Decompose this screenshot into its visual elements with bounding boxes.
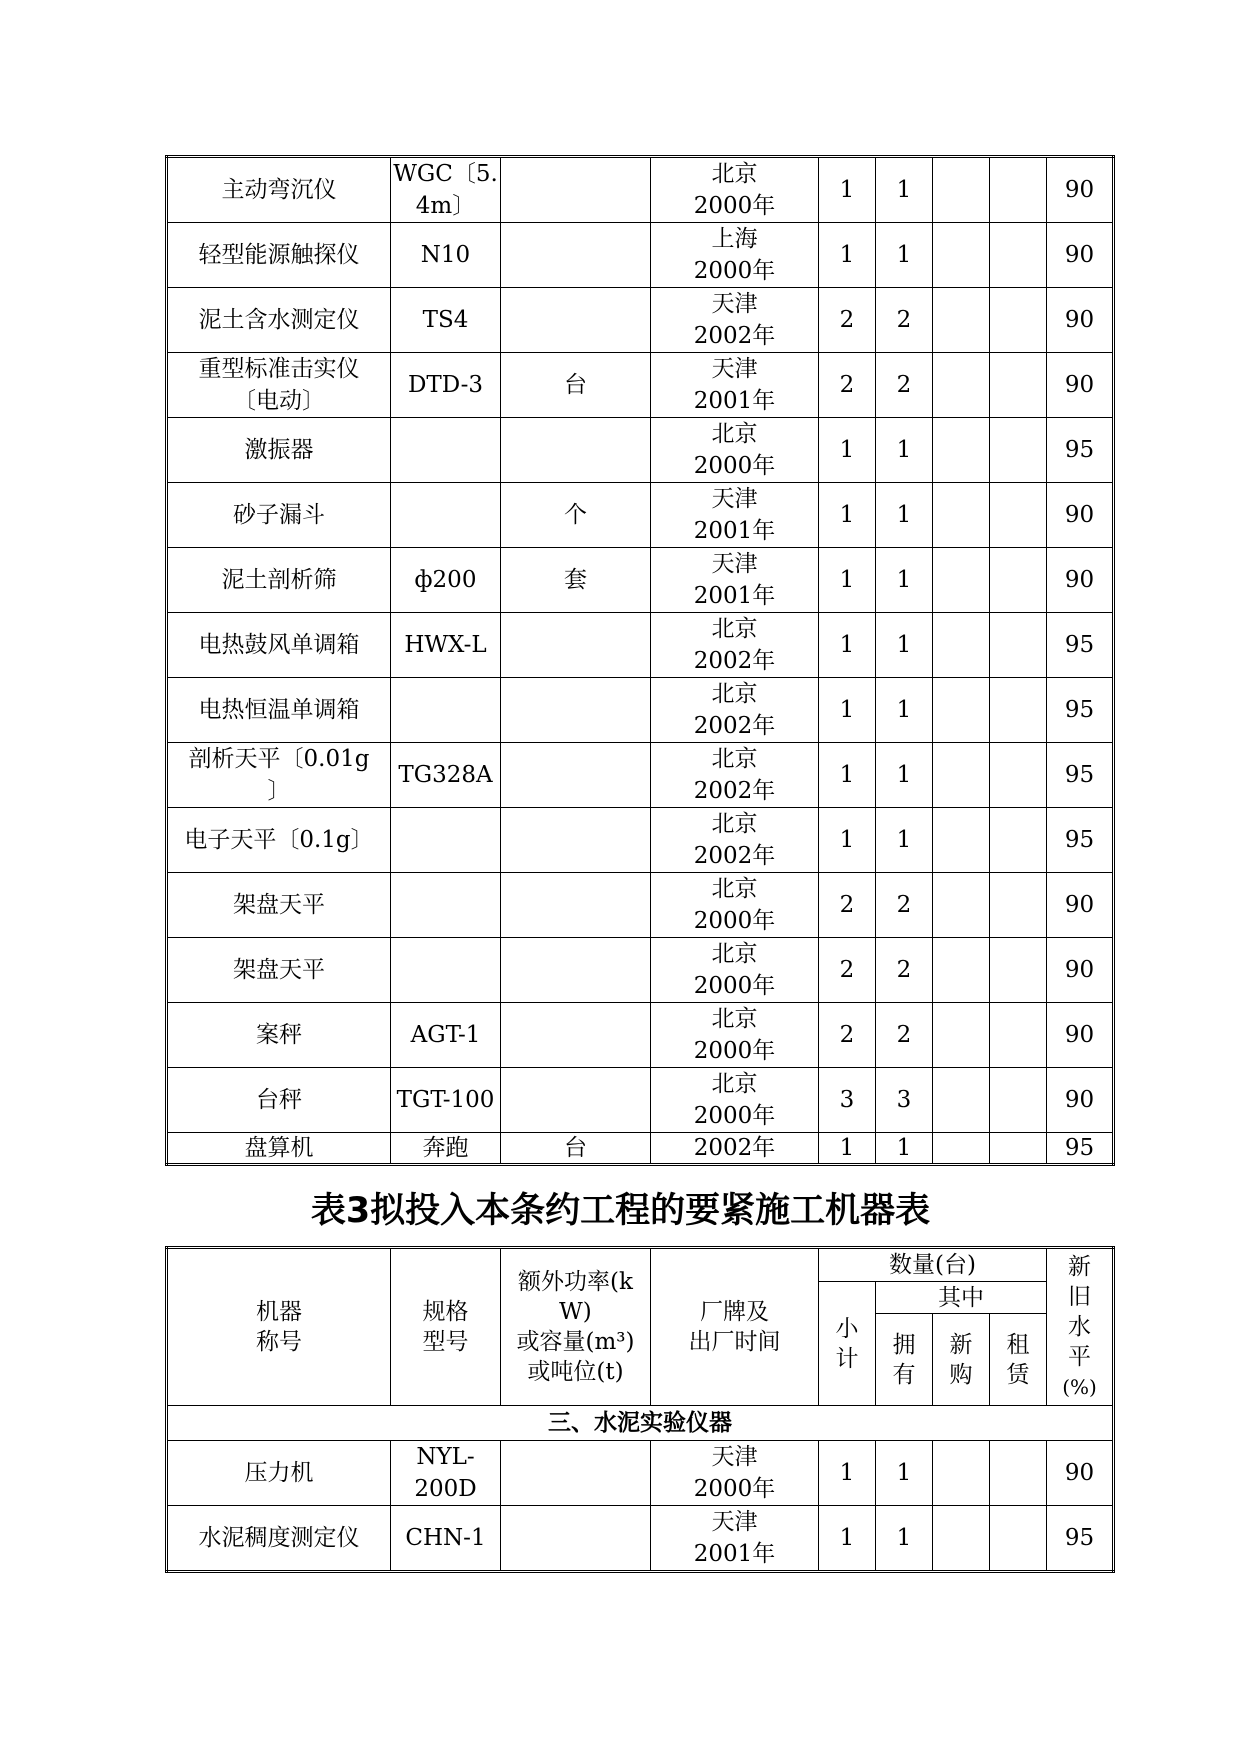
cell-factory: 天津 2001年	[651, 1506, 819, 1572]
cell-subtotal: 1	[819, 1441, 876, 1506]
cell-lease	[990, 353, 1047, 418]
cell-power	[501, 808, 651, 873]
cell-subtotal: 1	[819, 223, 876, 288]
cell-factory: 北京 2000年	[651, 1003, 819, 1068]
cell-model: TGT-100	[391, 1068, 501, 1133]
cell-subtotal: 1	[819, 743, 876, 808]
cell-power	[501, 418, 651, 483]
cell-power	[501, 938, 651, 1003]
cell-newbuy	[933, 808, 990, 873]
cell-factory: 北京 2000年	[651, 157, 819, 223]
cell-model	[391, 678, 501, 743]
cell-subtotal: 1	[819, 1506, 876, 1572]
cell-factory: 上海 2000年	[651, 223, 819, 288]
cell-lease	[990, 678, 1047, 743]
table-row	[167, 1506, 1114, 1572]
cell-own: 2	[876, 288, 933, 353]
cell-own: 1	[876, 678, 933, 743]
cell-own: 1	[876, 1506, 933, 1572]
cell-power	[501, 1441, 651, 1506]
cell-factory: 天津 2000年	[651, 1441, 819, 1506]
cell-own: 2	[876, 1003, 933, 1068]
cell-power: 台	[501, 353, 651, 418]
cell-level: 90	[1047, 548, 1114, 613]
cell-factory: 天津 2001年	[651, 548, 819, 613]
cell-power	[501, 1506, 651, 1572]
cell-model	[391, 483, 501, 548]
cell-level: 90	[1047, 288, 1114, 353]
cell-name: 剖析天平〔0.01g 〕	[167, 743, 391, 808]
cell-power	[501, 223, 651, 288]
cell-lease	[990, 808, 1047, 873]
cell-level: 95	[1047, 1506, 1114, 1572]
cell-level: 90	[1047, 223, 1114, 288]
cell-lease	[990, 548, 1047, 613]
cell-own: 1	[876, 483, 933, 548]
cell-own: 1	[876, 223, 933, 288]
cell-lease	[990, 1441, 1047, 1506]
cell-model	[391, 873, 501, 938]
cell-power	[501, 678, 651, 743]
header-model: 规格 型号	[391, 1248, 501, 1406]
cell-newbuy	[933, 288, 990, 353]
table-row	[167, 1133, 1114, 1165]
table-row	[167, 1068, 1114, 1133]
cell-name: 砂子漏斗	[167, 483, 391, 548]
header-name: 机器 称号	[167, 1248, 391, 1406]
cell-name: 盘算机	[167, 1133, 391, 1165]
cell-factory: 北京 2000年	[651, 938, 819, 1003]
cell-power	[501, 1003, 651, 1068]
cell-subtotal: 1	[819, 548, 876, 613]
cell-power	[501, 743, 651, 808]
cell-level: 90	[1047, 483, 1114, 548]
cell-name: 轻型能源触探仪	[167, 223, 391, 288]
cell-factory: 2002年	[651, 1133, 819, 1165]
table-title: 表3拟投入本条约工程的要紧施工机器表	[310, 1191, 931, 1231]
cell-lease	[990, 743, 1047, 808]
equipment-table-continued	[165, 155, 1115, 1166]
cell-power: 台	[501, 1133, 651, 1165]
table-row	[167, 1003, 1114, 1068]
header-subtotal: 小 计	[819, 1282, 876, 1406]
cell-name: 案秤	[167, 1003, 391, 1068]
cell-name: 压力机	[167, 1441, 391, 1506]
cell-level: 95	[1047, 1133, 1114, 1165]
cell-own: 1	[876, 1441, 933, 1506]
header-power: 额外功率(k W) 或容量(m³) 或吨位(t)	[501, 1248, 651, 1406]
cell-name: 电热恒温单调箱	[167, 678, 391, 743]
table-row	[167, 353, 1114, 418]
cell-factory: 北京 2002年	[651, 808, 819, 873]
cell-name: 水泥稠度测定仪	[167, 1506, 391, 1572]
table-row	[167, 418, 1114, 483]
table-row	[167, 288, 1114, 353]
cell-model: TS4	[391, 288, 501, 353]
cell-lease	[990, 483, 1047, 548]
cell-level: 90	[1047, 938, 1114, 1003]
cell-model: NYL- 200D	[391, 1441, 501, 1506]
cell-newbuy	[933, 223, 990, 288]
table-row	[167, 808, 1114, 873]
cell-subtotal: 2	[819, 288, 876, 353]
cell-newbuy	[933, 1133, 990, 1165]
cell-lease	[990, 613, 1047, 678]
cell-model: AGT-1	[391, 1003, 501, 1068]
cell-level: 90	[1047, 873, 1114, 938]
cell-level: 95	[1047, 743, 1114, 808]
cell-model: CHN-1	[391, 1506, 501, 1572]
table-row	[167, 1441, 1114, 1506]
cell-level: 95	[1047, 418, 1114, 483]
cell-model: TG328A	[391, 743, 501, 808]
cell-newbuy	[933, 353, 990, 418]
cell-level: 90	[1047, 1068, 1114, 1133]
cell-factory: 天津 2001年	[651, 483, 819, 548]
cell-model	[391, 938, 501, 1003]
section-heading: 三、水泥实验仪器	[167, 1406, 1114, 1441]
header-among: 其中	[876, 1282, 1047, 1314]
cell-model: ф200	[391, 548, 501, 613]
cell-power: 套	[501, 548, 651, 613]
cell-newbuy	[933, 1068, 990, 1133]
table-row	[167, 223, 1114, 288]
header-own: 拥 有	[876, 1314, 933, 1406]
cell-own: 1	[876, 613, 933, 678]
cell-lease	[990, 1133, 1047, 1165]
machinery-table	[165, 1246, 1115, 1573]
cell-lease	[990, 1003, 1047, 1068]
cell-own: 2	[876, 938, 933, 1003]
cell-model: WGC〔5. 4m〕	[391, 157, 501, 223]
cell-lease	[990, 1068, 1047, 1133]
cell-model: DTD-3	[391, 353, 501, 418]
header-level: 新 旧 水 平 (%)	[1047, 1248, 1114, 1406]
cell-newbuy	[933, 938, 990, 1003]
cell-name: 架盘天平	[167, 873, 391, 938]
cell-model: 奔跑	[391, 1133, 501, 1165]
cell-name: 电子天平〔0.1g〕	[167, 808, 391, 873]
cell-subtotal: 1	[819, 678, 876, 743]
cell-level: 90	[1047, 1441, 1114, 1506]
cell-level: 95	[1047, 808, 1114, 873]
cell-factory: 天津 2001年	[651, 353, 819, 418]
cell-newbuy	[933, 157, 990, 223]
cell-lease	[990, 288, 1047, 353]
cell-own: 1	[876, 808, 933, 873]
cell-newbuy	[933, 613, 990, 678]
cell-subtotal: 1	[819, 157, 876, 223]
cell-newbuy	[933, 743, 990, 808]
table-row	[167, 548, 1114, 613]
cell-power	[501, 1068, 651, 1133]
cell-factory: 北京 2000年	[651, 873, 819, 938]
cell-own: 1	[876, 418, 933, 483]
cell-lease	[990, 223, 1047, 288]
cell-newbuy	[933, 548, 990, 613]
cell-factory: 北京 2000年	[651, 418, 819, 483]
cell-factory: 北京 2000年	[651, 1068, 819, 1133]
table-row	[167, 743, 1114, 808]
cell-factory: 天津 2002年	[651, 288, 819, 353]
cell-name: 主动弯沉仪	[167, 157, 391, 223]
cell-name: 重型标准击实仪 〔电动〕	[167, 353, 391, 418]
cell-power	[501, 157, 651, 223]
cell-lease	[990, 938, 1047, 1003]
cell-level: 95	[1047, 613, 1114, 678]
cell-newbuy	[933, 678, 990, 743]
cell-lease	[990, 418, 1047, 483]
cell-lease	[990, 157, 1047, 223]
cell-lease	[990, 873, 1047, 938]
cell-model	[391, 418, 501, 483]
table-row	[167, 938, 1114, 1003]
cell-subtotal: 1	[819, 613, 876, 678]
cell-lease	[990, 1506, 1047, 1572]
table-row	[167, 157, 1114, 223]
cell-newbuy	[933, 1003, 990, 1068]
cell-name: 泥土含水测定仪	[167, 288, 391, 353]
cell-name: 泥土剖析筛	[167, 548, 391, 613]
cell-subtotal: 2	[819, 1003, 876, 1068]
cell-model: HWX-L	[391, 613, 501, 678]
cell-subtotal: 2	[819, 938, 876, 1003]
cell-newbuy	[933, 1441, 990, 1506]
cell-name: 架盘天平	[167, 938, 391, 1003]
cell-power	[501, 288, 651, 353]
cell-factory: 北京 2002年	[651, 613, 819, 678]
cell-newbuy	[933, 483, 990, 548]
cell-subtotal: 1	[819, 418, 876, 483]
cell-newbuy	[933, 418, 990, 483]
table-row	[167, 613, 1114, 678]
table-row	[167, 678, 1114, 743]
header-newbuy: 新 购	[933, 1314, 990, 1406]
cell-subtotal: 3	[819, 1068, 876, 1133]
cell-model: N10	[391, 223, 501, 288]
cell-power	[501, 613, 651, 678]
cell-level: 90	[1047, 353, 1114, 418]
cell-own: 3	[876, 1068, 933, 1133]
cell-factory: 北京 2002年	[651, 743, 819, 808]
cell-name: 电热鼓风单调箱	[167, 613, 391, 678]
cell-newbuy	[933, 1506, 990, 1572]
cell-level: 90	[1047, 1003, 1114, 1068]
header-lease: 租 赁	[990, 1314, 1047, 1406]
cell-newbuy	[933, 873, 990, 938]
header-factory: 厂牌及 出厂时间	[651, 1248, 819, 1406]
cell-own: 2	[876, 873, 933, 938]
cell-subtotal: 1	[819, 1133, 876, 1165]
cell-name: 台秤	[167, 1068, 391, 1133]
cell-subtotal: 2	[819, 353, 876, 418]
cell-subtotal: 1	[819, 808, 876, 873]
cell-subtotal: 2	[819, 873, 876, 938]
cell-power	[501, 873, 651, 938]
cell-level: 90	[1047, 157, 1114, 223]
table-row	[167, 483, 1114, 548]
cell-own: 1	[876, 548, 933, 613]
cell-name: 激振器	[167, 418, 391, 483]
cell-level: 95	[1047, 678, 1114, 743]
table-row	[167, 873, 1114, 938]
cell-model	[391, 808, 501, 873]
cell-own: 1	[876, 1133, 933, 1165]
cell-own: 1	[876, 157, 933, 223]
cell-own: 1	[876, 743, 933, 808]
cell-own: 2	[876, 353, 933, 418]
cell-subtotal: 1	[819, 483, 876, 548]
cell-factory: 北京 2002年	[651, 678, 819, 743]
cell-power: 个	[501, 483, 651, 548]
header-quantity: 数量(台)	[819, 1248, 1047, 1282]
